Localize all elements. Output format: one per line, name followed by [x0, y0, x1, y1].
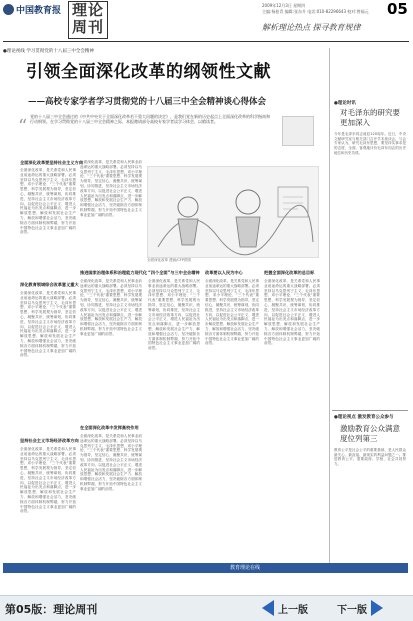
right-column-label-1: ●理论时讯 — [334, 101, 356, 106]
article-intro: 党的十八届三中全会通过的《中共中央关于全面深化改革若干重大问题的决定》，是我们党在新的历史起点上全面深化改革的科学指南和行动纲领。在学习贯彻党的十八届三中全会精神之际，本报邀请部分高校专家学者谈学习体会，以飨读者。 — [30, 114, 270, 125]
right-column-divider — [332, 410, 408, 411]
article-text-col-2c: 全面深化改革，是关系党和人民事业前途命运的重大战略部署。必须坚持以马克思列宁主义、毛泽东思想、邓小平理论、“三个代表”重要思想、科学发展观为指导，坚定信心，凝聚共识，统筹谋划，协同推进，坚持社会主义市场经济改革方向，以促进社会公平正义、增进人民福祉为出发点和落脚点，进一步解放思想、解放和发展社会生产力、解放和增强社会活力，坚决破除各方面体制机制弊端，努力开拓中国特色社会主义事业更加广阔的前景。 — [80, 434, 142, 491]
section-head-8: 把握全面深化改革的总目标 — [264, 270, 315, 275]
newspaper-logo — [3, 2, 63, 18]
right-column-label-2: ●理论视点 激发教育公众参与 — [334, 415, 394, 420]
page-number: 05 — [387, 0, 408, 18]
article-text-col-1b: 全面深化改革，是关系党和人民事业前途命运的重大战略部署。必须坚持以马克思列宁主义、毛泽东思想、邓小平理论、“三个代表”重要思想、科学发展观为指导，坚定信心，凝聚共识，统筹谋划，协同推进，坚持社会主义市场经济改革方向，以促进社会公平正义、增进人民福祉为出发点和落脚点，进一步解放思想、解放和发展社会生产力、解放和增强社会活力，坚决破除各方面体制机制弊端，努力开拓中国特色社会主义事业更加广阔的前景。 — [20, 291, 76, 358]
article-text-col-2: 全面深化改革，是关系党和人民事业前途命运的重大战略部署。必须坚持以马克思列宁主义、毛泽东思想、邓小平理论、“三个代表”重要思想、科学发展观为指导，坚定信心，凝聚共识，统筹谋划，协同推进，坚持社会主义市场经济改革方向，以促进社会公平正义、增进人民福祉为出发点和落脚点，进一步解放思想、解放和发展社会生产力、解放和增强社会活力，坚决破除各方面体制机制弊端，努力开拓中国特色社会主义事业更加广阔的前景。 — [80, 160, 142, 217]
section-head-6: “四个全面”与三中全会精神 — [148, 270, 200, 275]
article-text-col-1c: 全面深化改革，是关系党和人民事业前途命运的重大战略部署。必须坚持以马克思列宁主义、毛泽东思想、邓小平理论、“三个代表”重要思想、科学发展观为指导，坚定信心，凝聚共识，统筹谋划，协同推进，坚持社会主义市场经济改革方向，以促进社会公平正义、增进人民福祉为出发点和落脚点，进一步解放思想、解放和发展社会生产力、解放和增强社会活力，坚决破除各方面体制机制弊端，努力开拓中国特色社会主义事业更加广阔的前景。 — [20, 447, 76, 514]
section-head-5: 在全面深化改革中发挥高校作用 — [80, 425, 139, 430]
right-column-title-2[interactable]: 激励教育公众满意度位列第三 — [340, 424, 400, 443]
header-date: 2009年12月3日 星期四 — [262, 3, 306, 8]
right-column-title-1[interactable]: 对毛泽东的研究要更加深入 — [340, 108, 400, 127]
section-head-4: 推进国家治理体系和治理能力现代化 — [80, 270, 148, 275]
footer-ad-text: 教育理论在线 — [230, 565, 261, 571]
edition-label: 第05版：理论周刊 — [5, 603, 98, 616]
article-topic: ●理论视线 学习贯彻党的十八届三中全会精神 — [3, 49, 94, 54]
section-masthead — [68, 1, 108, 39]
right-column-text-2: 教育公平是社会公平的重要基础，是人民群众最关心、最直接、最现实的利益问题之一。推进教育公平，需要政府、学校、社会共同努力。 — [334, 448, 406, 467]
article-text-col-2b: 全面深化改革，是关系党和人民事业前途命运的重大战略部署。必须坚持以马克思列宁主义、毛泽东思想、邓小平理论、“三个代表”重要思想、科学发展观为指导，坚定信心，凝聚共识，统筹谋划，协同推进，坚持社会主义市场经济改革方向，以促进社会公平正义、增进人民福祉为出发点和落脚点，进一步解放思想、解放和发展社会生产力、解放和增强社会活力，坚决破除各方面体制机制弊端，努力开拓中国特色社会主义事业更加广阔的前景。 — [80, 279, 142, 336]
arrow-left-icon — [262, 600, 274, 616]
article-headline[interactable]: 引领全面深化改革的纲领性文献 — [26, 62, 271, 82]
prev-page-label: 上一版 — [278, 604, 308, 616]
header-editors: 主编:杨桂青 编辑:张东升 电话:010-82296643 校对:曾福元 — [262, 9, 369, 14]
article-text-col-1: 全面深化改革，是关系党和人民事业前途命运的重大战略部署。必须坚持以马克思列宁主义、毛泽东思想、邓小平理论、“三个代表”重要思想、科学发展观为指导，坚定信心，凝聚共识，统筹谋划，协同推进，坚持社会主义市场经济改革方向，以促进社会公平正义、增进人民福祉为出发点和落脚点，进一步解放思想、解放和发展社会生产力、解放和增强社会活力，坚决破除各方面体制机制弊端，努力开拓中国特色社会主义事业更加广阔的前景。 — [20, 168, 76, 235]
article-text-col-3: 全面深化改革，是关系党和人民事业前途命运的重大战略部署。必须坚持以马克思列宁主义、毛泽东思想、邓小平理论、“三个代表”重要思想、科学发展观为指导，坚定信心，凝聚共识，统筹谋划，协同推进，坚持社会主义市场经济改革方向，以促进社会公平正义、增进人民福祉为出发点和落脚点，进一步解放思想、解放和发展社会生产力、解放和增强社会活力，坚决破除各方面体制机制弊端，努力开拓中国特色社会主义事业更加广阔的前景。 — [148, 279, 200, 351]
logo-text: 中国教育报 — [16, 6, 62, 16]
footer-ad-strip — [3, 563, 408, 573]
next-page-button[interactable] — [337, 599, 383, 617]
masthead-title: 理论周刊 — [71, 1, 104, 36]
cartoon-caption: 全面深化改革 漫画/CFP供图 — [147, 258, 191, 262]
logo-emblem-icon — [3, 4, 14, 15]
article-text-col-5: 全面深化改革，是关系党和人民事业前途命运的重大战略部署。必须坚持以马克思列宁主义、毛泽东思想、邓小平理论、“三个代表”重要思想、科学发展观为指导，坚定信心，凝聚共识，统筹谋划，协同推进，坚持社会主义市场经济改革方向，以促进社会公平正义、增进人民福祉为出发点和落脚点，进一步解放思想、解放和发展社会生产力、解放和增强社会活力，坚决破除各方面体制机制弊端，努力开拓中国特色社会主义事业更加广阔的前景。 — [264, 279, 320, 346]
prev-page-button[interactable] — [262, 599, 308, 617]
header-divider — [3, 41, 409, 42]
next-page-label: 下一版 — [337, 604, 367, 616]
right-column-text-1: 今年是毛泽东同志诞辰120周年。近日，中央文献研究室与相关部门召开学术座谈会，与会专家认为，研究毛泽东思想，要坚持实事求是的态度，全面、客观地评价毛泽东同志的历史地位和历史功绩。 — [334, 132, 406, 155]
section-head-1: 全面深化改革要坚持社会主义方向 — [20, 160, 83, 165]
quote-mark-icon: “ — [18, 116, 28, 137]
section-head-3: 坚持社会主义市场经济改革方向 — [20, 438, 79, 443]
header-slogan: 解析理论热点 探寻教育规律 — [262, 23, 361, 32]
cartoon-illustration — [147, 166, 319, 258]
section-head-2: 深化教育领域综合改革意义重大 — [20, 282, 79, 287]
arrow-right-icon — [371, 600, 383, 616]
article-text-col-4: 全面深化改革，是关系党和人民事业前途命运的重大战略部署。必须坚持以马克思列宁主义、毛泽东思想、邓小平理论、“三个代表”重要思想、科学发展观为指导，坚定信心，凝聚共识，统筹谋划，协同推进，坚持社会主义市场经济改革方向，以促进社会公平正义、增进人民福祉为出发点和落脚点，进一步解放思想、解放和发展社会生产力、解放和增强社会活力，坚决破除各方面体制机制弊端，努力开拓中国特色社会主义事业更加广阔的前景。 — [205, 279, 259, 346]
section-head-7: 改革要以人民为中心 — [205, 270, 243, 275]
cartoon-drawing — [148, 167, 318, 257]
author-photo — [282, 116, 314, 146]
article-subhead: ——高校专家学者学习贯彻党的十八届三中全会精神谈心得体会 — [28, 97, 267, 107]
